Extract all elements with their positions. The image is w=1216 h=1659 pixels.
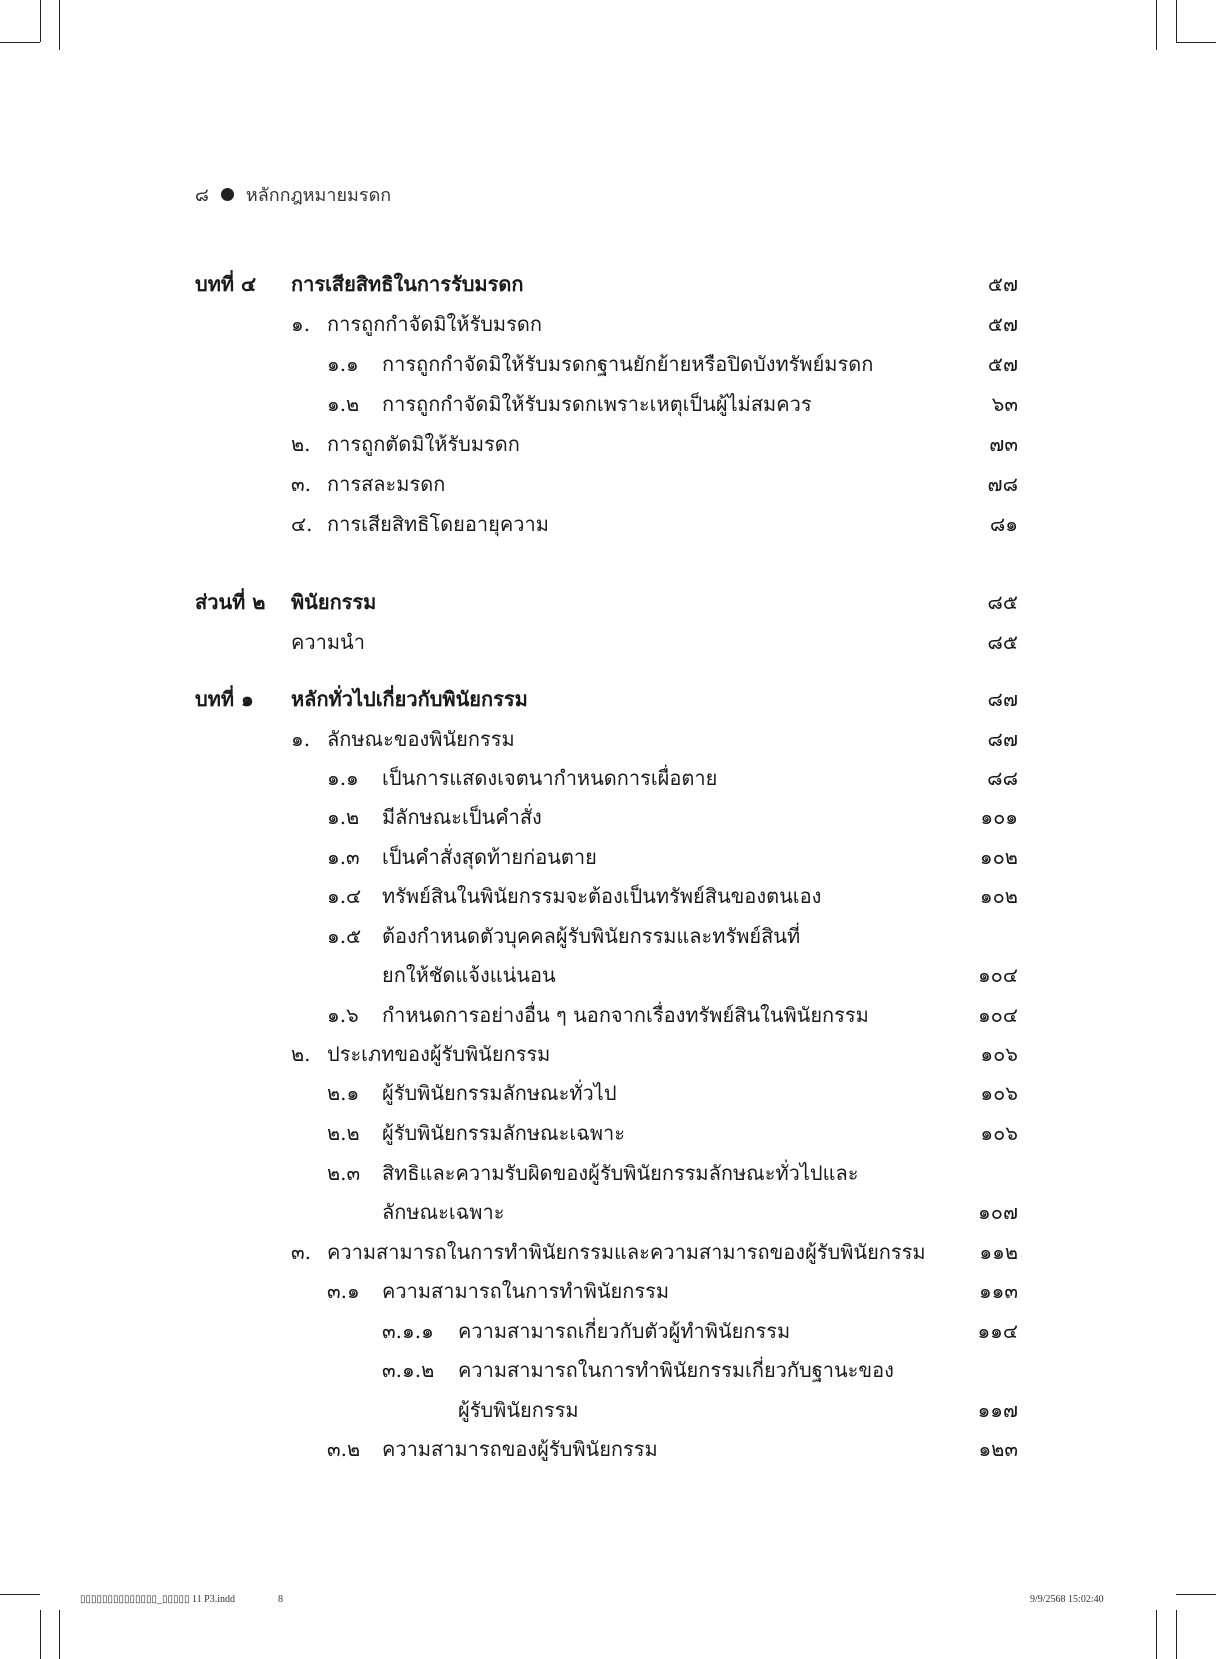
toc-text: การถูกกำจัดมิให้รับมรดก (327, 312, 542, 336)
crop-mark (1176, 1594, 1216, 1595)
toc-num: ๓.๒ (327, 1437, 361, 1461)
toc-text: ลักษณะของพินัยกรรม (327, 727, 515, 751)
header-page-number: ๘ (195, 185, 209, 206)
toc-num: ๒. (291, 432, 311, 456)
toc-text: พินัยกรรม (291, 590, 377, 614)
crop-mark (1156, 1610, 1157, 1659)
toc-text: ความนำ (291, 630, 365, 654)
bullet-icon (221, 188, 234, 201)
toc-page: ๗๘ (987, 472, 1018, 496)
toc-num: ๓.๑ (327, 1279, 360, 1303)
toc-text: การเสียสิทธิโดยอายุความ (327, 512, 549, 536)
toc-page: ๗๓ (989, 432, 1018, 456)
toc-text: ลักษณะเฉพาะ (382, 1200, 505, 1224)
toc-page: ๑๐๑ (980, 805, 1018, 829)
toc-page: ๘๕ (987, 630, 1018, 654)
toc-page: ๘๕ (987, 590, 1018, 614)
toc-text: ความสามารถในการทำพินัยกรรม (382, 1279, 670, 1303)
toc-text: ผู้รับพินัยกรรมลักษณะเฉพาะ (382, 1121, 625, 1145)
toc-text: ต้องกำหนดตัวบุคคลผู้รับพินัยกรรมและทรัพย์สินที่ (382, 924, 801, 948)
toc-num: ๒.๒ (327, 1121, 360, 1145)
toc-page: ๑๐๖ (980, 1081, 1018, 1105)
crop-mark (1176, 42, 1216, 43)
toc-label: ส่วนที่ ๒ (195, 590, 266, 614)
toc-page: ๕๗ (987, 312, 1018, 336)
crop-mark (59, 1610, 60, 1659)
toc-num: ๑.๑ (327, 352, 359, 376)
toc-label: บทที่ ๔ (195, 272, 257, 296)
crop-mark (40, 1610, 41, 1659)
toc-text: ความสามารถของผู้รับพินัยกรรม (382, 1437, 658, 1461)
toc-page: ๕๗ (987, 352, 1018, 376)
toc-num: ๑.๖ (327, 1003, 359, 1027)
toc-text: การถูกกำจัดมิให้รับมรดกเพราะเหตุเป็นผู้ไม่สมควร (382, 392, 812, 416)
toc-page: ๑๒๓ (978, 1437, 1018, 1461)
toc-text: ทรัพย์สินในพินัยกรรมจะต้องเป็นทรัพย์สินของตนเอง (382, 884, 822, 908)
toc-page: ๑๐๖ (980, 1121, 1018, 1145)
toc-page: ๖๓ (991, 392, 1018, 416)
footer-page: 8 (278, 1594, 283, 1605)
toc-text: มีลักษณะเป็นคำสั่ง (382, 805, 542, 829)
crop-mark (40, 0, 41, 42)
toc-text: เป็นคำสั่งสุดท้ายก่อนตาย (382, 845, 597, 869)
toc-text: เป็นการแสดงเจตนากำหนดการเผื่อตาย (382, 766, 718, 790)
toc-num: ๔. (291, 512, 313, 536)
toc-page: ๑๐๔ (977, 963, 1018, 987)
toc-num: ๑.๔ (327, 884, 362, 908)
toc-page: ๑๐๔ (977, 1003, 1018, 1027)
crop-mark (1156, 0, 1157, 50)
toc-num: ๑.๓ (327, 845, 360, 869)
header-title: หลักกฎหมายมรดก (245, 185, 392, 206)
toc-text: ความสามารถเกี่ยวกับตัวผู้ทำพินัยกรรม (458, 1319, 791, 1343)
toc-page: ๑๐๖ (980, 1042, 1018, 1066)
running-header (195, 180, 391, 209)
toc-page: ๑๐๗ (978, 1200, 1018, 1224)
toc-page: ๑๑๓ (978, 1279, 1018, 1303)
toc-text: ประเภทของผู้รับพินัยกรรม (327, 1042, 551, 1066)
toc-num: ๑.๑ (327, 766, 359, 790)
toc-text: ยกให้ชัดแจ้งแน่นอน (382, 963, 556, 987)
toc-num: ๑.๕ (327, 924, 362, 948)
toc-page: ๘๗ (987, 687, 1018, 711)
toc-page: ๑๐๒ (979, 845, 1018, 869)
toc-num: ๑. (291, 312, 311, 336)
crop-mark (59, 0, 60, 50)
crop-mark (1176, 0, 1177, 42)
toc-text: ผู้รับพินัยกรรมลักษณะทั่วไป (382, 1081, 617, 1105)
toc-text: การสละมรดก (327, 472, 446, 496)
toc-text: ความสามารถในการทำพินัยกรรมเกี่ยวกับฐานะของ (458, 1358, 894, 1382)
footer-file-name: ▯▯▯▯▯▯▯▯▯▯▯▯▯▯_▯▯▯▯▯ 11 P3.indd (80, 1594, 236, 1605)
toc-page: ๘๑ (989, 512, 1018, 536)
toc-num: ๓. (291, 472, 312, 496)
toc-page: ๘๗ (987, 727, 1018, 751)
toc-num: ๑.๒ (327, 392, 360, 416)
crop-mark (0, 42, 40, 43)
toc-text: หลักทั่วไปเกี่ยวกับพินัยกรรม (291, 687, 528, 711)
footer-timestamp: 9/9/2568 15:02:40 (1030, 1594, 1104, 1605)
toc-text: การเสียสิทธิในการรับมรดก (291, 272, 524, 296)
toc-text: ผู้รับพินัยกรรม (458, 1398, 579, 1422)
toc-label: บทที่ ๑ (195, 687, 254, 711)
toc-page: ๑๑๒ (979, 1240, 1018, 1264)
toc-page: ๘๘ (987, 766, 1018, 790)
toc-text: ความสามารถในการทำพินัยกรรมและความสามารถของผู้รับพินัยกรรม (327, 1240, 926, 1264)
toc-text: สิทธิและความรับผิดของผู้รับพินัยกรรมลักษณะทั่วไปและ (382, 1161, 859, 1185)
toc-page: ๑๑๗ (977, 1398, 1018, 1422)
toc-text: การถูกตัดมิให้รับมรดก (327, 432, 520, 456)
toc-num: ๒. (291, 1042, 311, 1066)
toc-num: ๒.๑ (327, 1081, 360, 1105)
toc-page: ๑๐๒ (979, 884, 1018, 908)
toc-page: ๑๑๔ (977, 1319, 1018, 1343)
toc-num: ๓.๑.๒ (382, 1358, 435, 1382)
crop-mark (1176, 1610, 1177, 1659)
toc-num: ๑. (291, 727, 311, 751)
toc-text: กำหนดการอย่างอื่น ๆ นอกจากเรื่องทรัพย์สินในพินัยกรรม (382, 1003, 869, 1027)
toc-num: ๓.๑.๑ (382, 1319, 434, 1343)
toc-text: การถูกกำจัดมิให้รับมรดกฐานยักย้ายหรือปิดบังทรัพย์มรดก (382, 352, 874, 376)
toc-num: ๒.๓ (327, 1161, 361, 1185)
crop-mark (0, 1594, 40, 1595)
toc-num: ๓. (291, 1240, 312, 1264)
toc-num: ๑.๒ (327, 805, 360, 829)
toc-page: ๕๗ (987, 272, 1018, 296)
